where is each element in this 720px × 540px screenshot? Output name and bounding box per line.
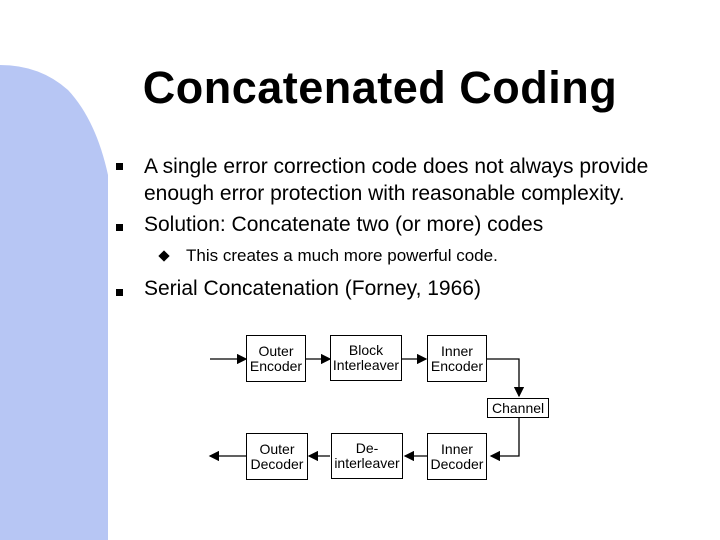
inner-encoder-box <box>427 335 487 382</box>
outer-encoder-box <box>246 335 306 382</box>
channel-box: Channel <box>487 398 549 418</box>
block-interleaver-label-2: Interleaver <box>332 357 400 373</box>
bullet-2-line-1: Solution: Concatenate two (or more) codes <box>144 213 544 236</box>
bullet-1-line-2: enough error protection with reasonable complexity. <box>144 182 625 205</box>
block-interleaver-label-1: Block <box>348 342 384 358</box>
sub-bullet-text: This creates a much more powerful code. <box>186 246 498 265</box>
outer-decoder-box <box>246 433 308 480</box>
deinterleaver-label-2: interleaver <box>334 455 400 471</box>
outer-encoder-label-1: Outer <box>258 342 294 359</box>
slide-title: Concatenated Coding <box>142 62 618 113</box>
inner-decoder-box <box>427 433 487 480</box>
inner-decoder-label-1: Inner <box>441 440 473 457</box>
bullet-1-line-1: A single error correction code does not always provide <box>144 155 649 178</box>
inner-decoder-label-2: Decoder <box>430 455 484 472</box>
outer-decoder-label-2: Decoder <box>250 455 304 472</box>
deinterleaver-label-1: De- <box>355 440 379 456</box>
inner-encoder-label-1: Inner <box>441 342 473 359</box>
outer-decoder-label-1: Outer <box>259 440 295 457</box>
bullet-3-line-1: Serial Concatenation (Forney, 1966) <box>144 277 481 300</box>
outer-encoder-label-2: Encoder <box>249 357 303 374</box>
inner-encoder-label-2: Encoder <box>430 357 484 374</box>
block-interleaver-box <box>330 335 402 381</box>
deinterleaver-box <box>331 433 403 479</box>
